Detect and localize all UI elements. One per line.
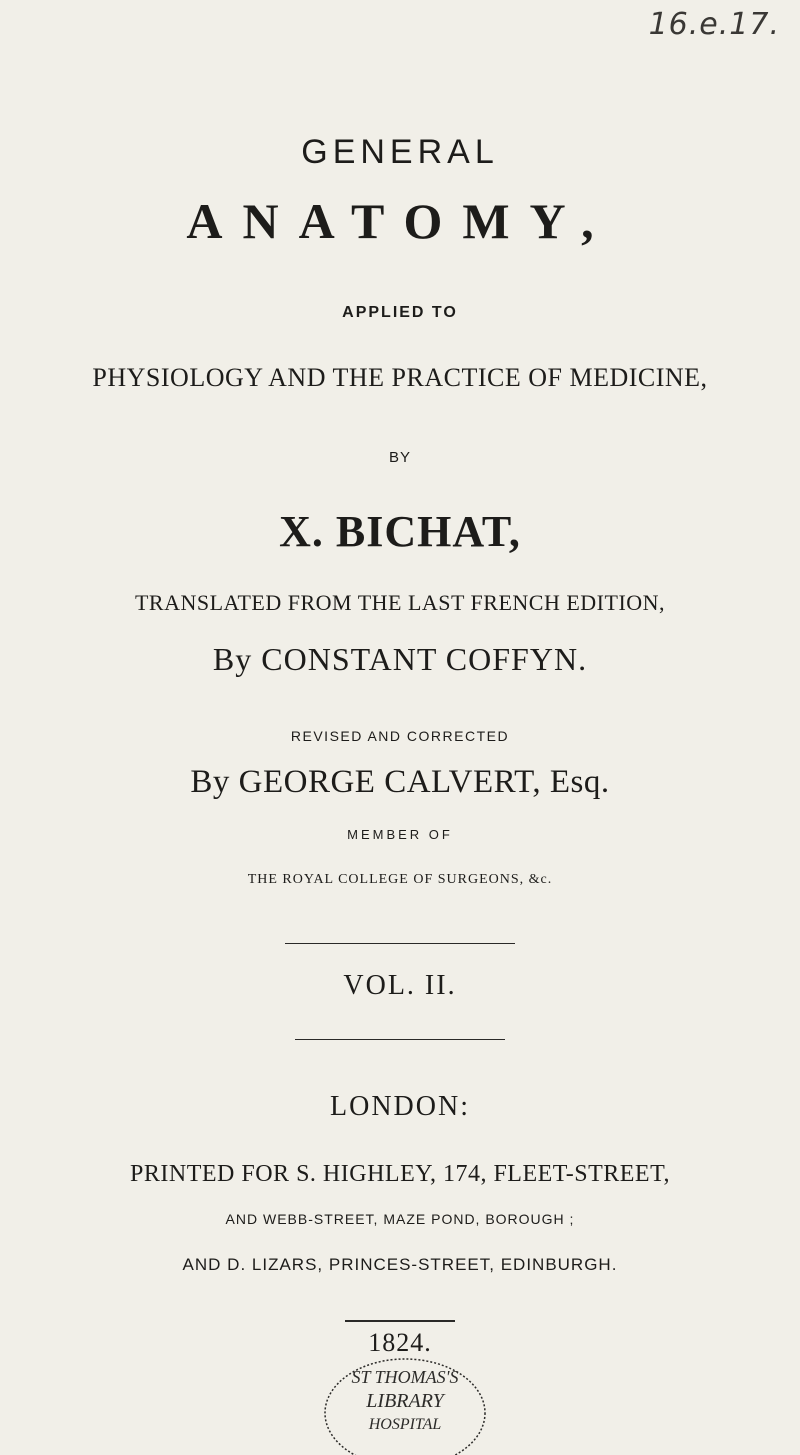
divider-rule — [345, 1320, 455, 1322]
translator-name: By CONSTANT COFFYN. — [212, 641, 588, 677]
imprint-line-3: AND D. LIZARS, PRINCES-STREET, EDINBURGH. — [182, 1255, 618, 1274]
divider-rule — [285, 943, 515, 944]
title-line-1: GENERAL — [301, 133, 499, 171]
imprint-printer: PRINTED FOR S. HIGHLEY, 174, FLEET-STREET, — [130, 1161, 670, 1187]
stamp-bottom-text: HOSPITAL — [368, 1416, 442, 1433]
stamp-middle-text: LIBRARY — [366, 1390, 444, 1412]
college-name: THE ROYAL COLLEGE OF SURGEONS, &c. — [247, 872, 553, 887]
volume-number: VOL. II. — [343, 970, 457, 1001]
divider-rule — [295, 1039, 505, 1040]
revision-note: REVISED AND CORRECTED — [290, 728, 510, 744]
subject-line: PHYSIOLOGY AND THE PRACTICE OF MEDICINE, — [92, 363, 708, 392]
member-of: MEMBER OF — [347, 827, 453, 842]
stamp-top-text: ST THOMAS'S — [351, 1367, 459, 1387]
author-name: X. BICHAT, — [279, 507, 521, 556]
by-label: BY — [388, 449, 411, 466]
shelfmark: 16.e.17. — [648, 7, 780, 42]
imprint-line-2: AND WEBB-STREET, MAZE POND, BOROUGH ; — [225, 1211, 575, 1227]
title-line-2: ANATOMY, — [186, 193, 614, 249]
reviser-name: By GEORGE CALVERT, Esq. — [190, 764, 610, 800]
publication-year: 1824. — [368, 1328, 432, 1357]
translation-note: TRANSLATED FROM THE LAST FRENCH EDITION, — [134, 590, 666, 615]
imprint-city: LONDON: — [330, 1091, 470, 1122]
applied-to: APPLIED TO — [342, 304, 458, 321]
library-stamp — [320, 1355, 490, 1455]
